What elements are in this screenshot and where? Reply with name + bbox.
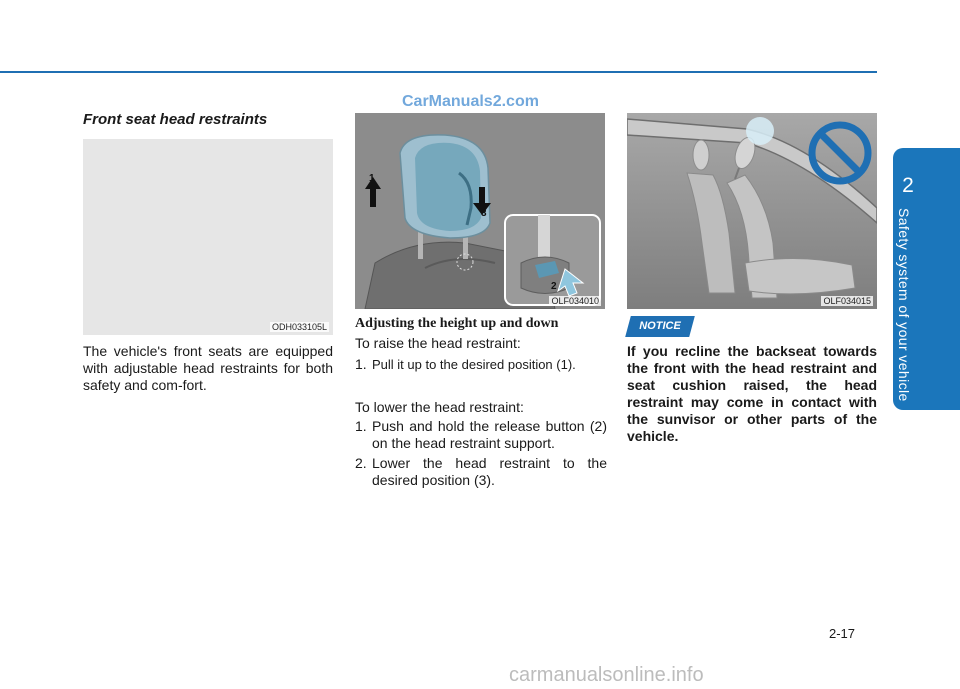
figure-code: OLF034015 bbox=[823, 296, 871, 306]
step-text: Pull it up to the desired position (1). bbox=[372, 357, 576, 372]
figure-code: OLF034010 bbox=[551, 296, 599, 306]
raise-steps bbox=[355, 356, 607, 373]
figure-code: ODH033105L bbox=[271, 322, 327, 332]
figure-recline-warning bbox=[627, 113, 877, 309]
figure-head-restraint-adjust bbox=[355, 113, 605, 309]
header-rule bbox=[0, 71, 877, 73]
lower-intro: To lower the head restraint: bbox=[355, 399, 524, 415]
intro-paragraph: The vehicle's front seats are equipped with adjustable head restraints for both safety and com-fort. bbox=[83, 343, 333, 393]
lower-steps bbox=[355, 418, 607, 489]
lower-step bbox=[355, 455, 607, 489]
figure-seat-head-restraint bbox=[83, 139, 333, 335]
callout-1: 1 bbox=[369, 173, 375, 184]
step-number: 1. bbox=[355, 418, 367, 434]
chapter-title: Safety system of your vehicle bbox=[896, 208, 912, 402]
recline-illustration bbox=[627, 113, 877, 309]
head-restraint-illustration bbox=[355, 113, 605, 309]
chapter-tab bbox=[893, 148, 960, 410]
section-heading: Front seat head restraints bbox=[83, 111, 268, 128]
step-number: 2. bbox=[355, 455, 367, 471]
step-text: Lower the head restraint to the desired position (3). bbox=[372, 455, 607, 488]
page-number: 2-17 bbox=[829, 626, 856, 641]
notice-badge bbox=[625, 316, 695, 337]
watermark-logo: CarManuals2.com bbox=[402, 93, 539, 110]
step-number: 1. bbox=[355, 356, 367, 372]
lower-step bbox=[355, 418, 607, 452]
callout-2: 2 bbox=[551, 281, 557, 292]
chapter-number: 2 bbox=[902, 174, 914, 197]
raise-step bbox=[355, 356, 607, 373]
footer-watermark: carmanualsonline.info bbox=[509, 664, 704, 686]
subsection-heading: Adjusting the height up and down bbox=[355, 316, 559, 331]
step-text: Push and hold the release button (2) on the head restraint support. bbox=[372, 418, 607, 451]
notice-label: NOTICE bbox=[639, 320, 681, 332]
callout-3: 3 bbox=[481, 208, 487, 219]
raise-intro: To raise the head restraint: bbox=[355, 335, 521, 351]
notice-text: If you recline the backseat towards the front with the head restraint and seat cushion raised, the head restraint may come in contact with the sunvisor or other parts of the vehicle. bbox=[627, 343, 877, 444]
